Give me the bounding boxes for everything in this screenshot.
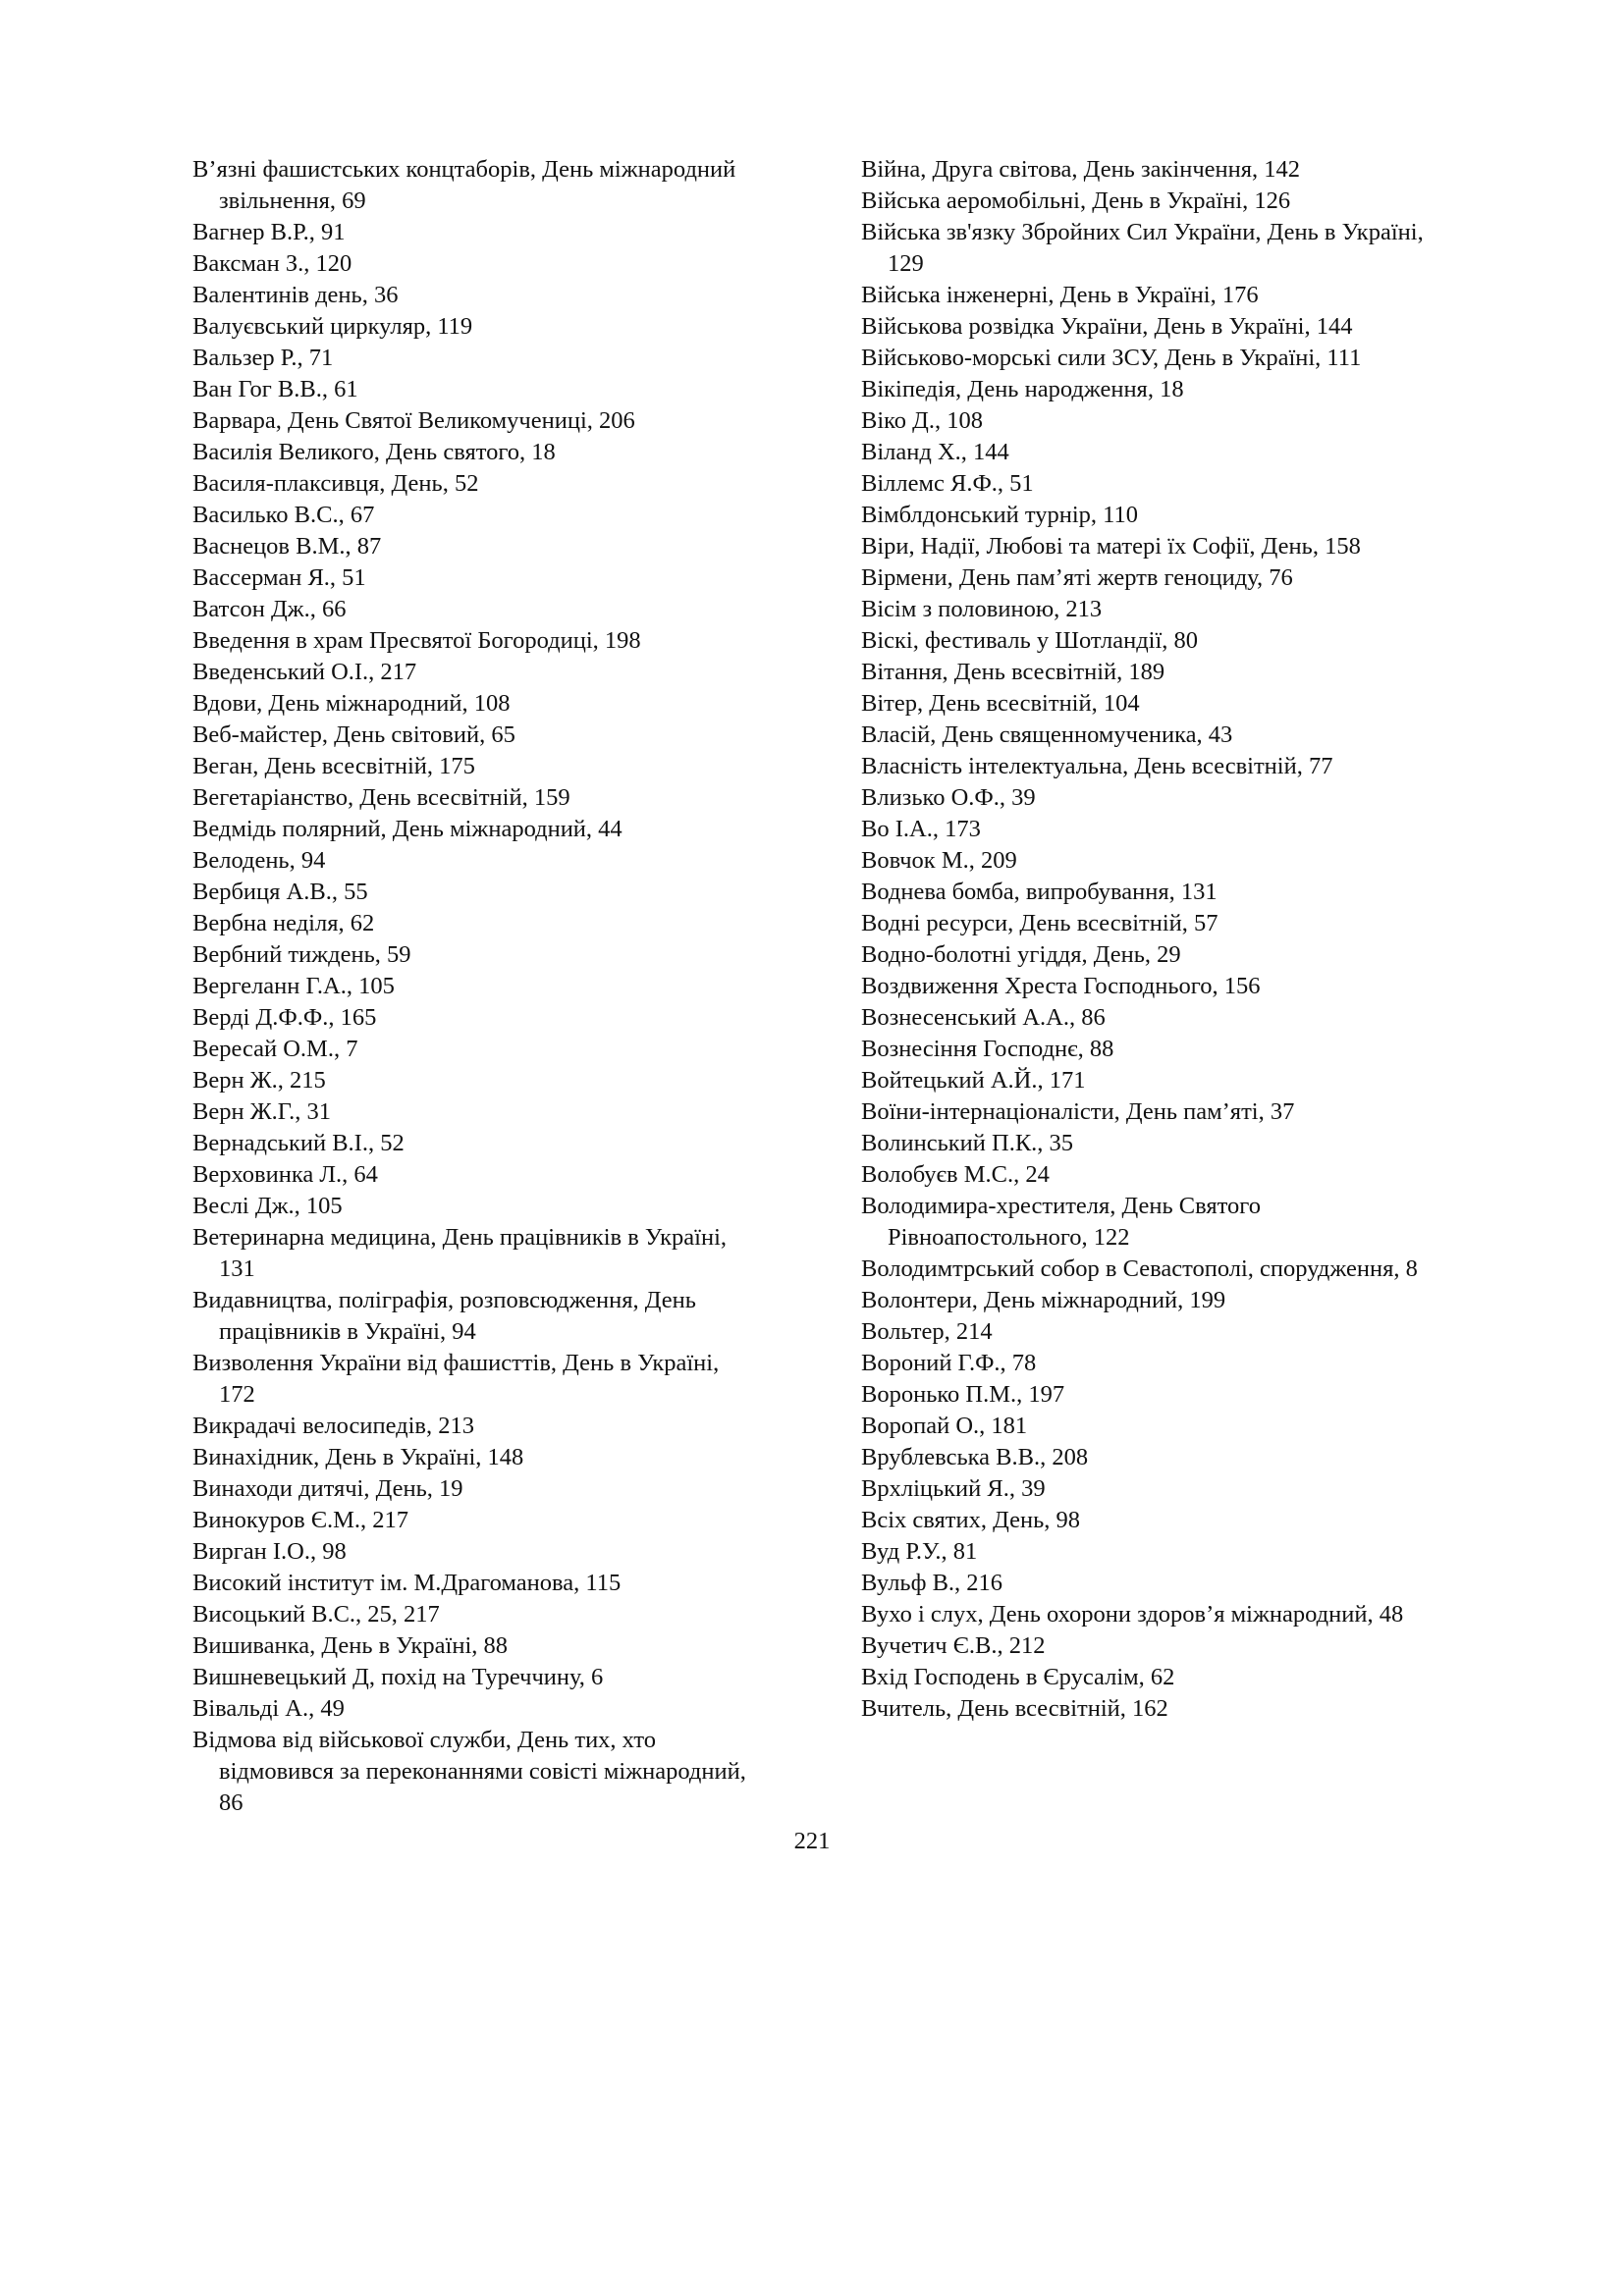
index-entry: Видавництва, поліграфія, розповсюдження, День працівників в Україні, 94	[192, 1287, 696, 1345]
index-entry: Вольтер, 214	[861, 1318, 993, 1345]
index-entry: Володимира-хрестителя, День Святого Рівноапостольного, 122	[861, 1193, 1261, 1251]
index-entry: Всіх святих, День, 98	[861, 1507, 1081, 1533]
index-entry: Введенський О.І., 217	[192, 659, 417, 685]
index-entry: Військова розвідка України, День в Україні, 144	[861, 313, 1353, 340]
index-entry: Вересай О.М., 7	[192, 1036, 358, 1062]
index-entry: Власність інтелектуальна, День всесвітній, 77	[861, 753, 1333, 779]
index-entry: Верн Ж., 215	[192, 1067, 326, 1094]
index-entry: Війська інженерні, День в Україні, 176	[861, 282, 1259, 308]
index-entry: Водні ресурси, День всесвітній, 57	[861, 910, 1218, 936]
index-entry: Вівальді А., 49	[192, 1695, 345, 1722]
index-entry: Вуд Р.У., 81	[861, 1538, 978, 1565]
index-column-left	[192, 154, 752, 1819]
index-entry: Відмова від військової служби, День тих, хто відмовився за переконаннями совісті міжнародний, 86	[192, 1727, 746, 1816]
index-entry: Воздвиження Хреста Господнього, 156	[861, 973, 1261, 999]
index-entry: В’язні фашистських концтаборів, День міжнародний звільнення, 69	[192, 156, 736, 214]
index-entry: Віко Д., 108	[861, 407, 984, 434]
index-entry: Вдови, День міжнародний, 108	[192, 690, 511, 717]
index-entry: Воднева бомба, випробування, 131	[861, 879, 1218, 905]
index-entry: Водно-болотні угіддя, День, 29	[861, 941, 1181, 968]
index-entry: Вчитель, День всесвітній, 162	[861, 1695, 1168, 1722]
index-entry: Віскі, фестиваль у Шотландії, 80	[861, 627, 1199, 654]
index-entry: Во І.А., 173	[861, 816, 981, 842]
index-entry: Винокуров Є.М., 217	[192, 1507, 409, 1533]
index-entry: Волобуєв М.С., 24	[861, 1161, 1050, 1188]
index-entry: Василя-плаксивця, День, 52	[192, 470, 479, 497]
index-entry: Володимтрський собор в Севастополі, спорудження, 8	[861, 1255, 1418, 1282]
index-entry: Воїни-інтернаціоналісти, День пам’яті, 37	[861, 1098, 1295, 1125]
index-entry: Вассерман Я., 51	[192, 564, 366, 591]
index-entry: Війна, Друга світова, День закінчення, 142	[861, 156, 1301, 183]
index-entry: Вергеланн Г.А., 105	[192, 973, 395, 999]
index-entry: Винахідник, День в Україні, 148	[192, 1444, 524, 1470]
index-entry: Війська зв'язку Збройних Сил України, День в Україні, 129	[861, 219, 1424, 277]
index-entry: Вірмени, День пам’яті жертв геноциду, 76	[861, 564, 1293, 591]
index-entry: Влизько О.Ф., 39	[861, 784, 1036, 811]
index-entry: Висоцький В.С., 25, 217	[192, 1601, 440, 1628]
index-entry: Вовчок М., 209	[861, 847, 1017, 874]
index-entry: Василія Великого, День святого, 18	[192, 439, 556, 465]
index-entry: Вербиця А.В., 55	[192, 879, 368, 905]
index-entry: Вербна неділя, 62	[192, 910, 375, 936]
index-entry: Войтецький А.Й., 171	[861, 1067, 1086, 1094]
index-entry: Віллемс Я.Ф., 51	[861, 470, 1034, 497]
index-entry: Верді Д.Ф.Ф., 165	[192, 1004, 377, 1031]
index-entry: Вознесенський А.А., 86	[861, 1004, 1106, 1031]
index-entry: Волонтери, День міжнародний, 199	[861, 1287, 1226, 1313]
index-entry: Ветеринарна медицина, День працівників в Україні, 131	[192, 1224, 728, 1282]
index-entry: Вороний Г.Ф., 78	[861, 1350, 1037, 1376]
index-entry: Віланд Х., 144	[861, 439, 1009, 465]
index-entry: Визволення України від фашисттів, День в Україні, 172	[192, 1350, 720, 1408]
index-entry: Вісім з половиною, 213	[861, 596, 1103, 622]
index-entry: Верховинка Л., 64	[192, 1161, 378, 1188]
index-entry: Вегетаріанство, День всесвітній, 159	[192, 784, 570, 811]
index-entry: Воропай О., 181	[861, 1413, 1028, 1439]
index-entry: Вознесіння Господнє, 88	[861, 1036, 1114, 1062]
index-entry: Воронько П.М., 197	[861, 1381, 1065, 1408]
index-entry: Вікіпедія, День народження, 18	[861, 376, 1184, 402]
index-entry: Вернадський В.І., 52	[192, 1130, 405, 1156]
index-entry: Вальзер Р., 71	[192, 345, 334, 371]
index-entry: Ведмідь полярний, День міжнародний, 44	[192, 816, 623, 842]
index-entry: Ваксман З., 120	[192, 250, 352, 277]
index-entry: Врхліцький Я., 39	[861, 1475, 1046, 1502]
index-entry: Війська аеромобільні, День в Україні, 126	[861, 187, 1291, 214]
index-entry: Військово-морські сили ЗСУ, День в Україні, 111	[861, 345, 1362, 371]
index-entry: Валуєвський циркуляр, 119	[192, 313, 473, 340]
index-entry: Високий інститут ім. М.Драгоманова, 115	[192, 1570, 622, 1596]
index-column-right	[861, 154, 1460, 1725]
index-entry: Вімблдонський турнір, 110	[861, 502, 1139, 528]
index-entry: Врублевська В.В., 208	[861, 1444, 1089, 1470]
index-entry: Вишневецький Д, похід на Туреччину, 6	[192, 1664, 604, 1690]
index-entry: Ван Гог В.В., 61	[192, 376, 358, 402]
index-entry: Викрадачі велосипедів, 213	[192, 1413, 474, 1439]
index-entry: Велодень, 94	[192, 847, 326, 874]
index-entry: Веб-майстер, День світовий, 65	[192, 721, 515, 748]
index-entry: Вагнер В.Р., 91	[192, 219, 346, 245]
index-entry: Верн Ж.Г., 31	[192, 1098, 332, 1125]
index-entry: Вульф В., 216	[861, 1570, 1003, 1596]
index-entry: Волинський П.К., 35	[861, 1130, 1074, 1156]
index-entry: Васнецов В.М., 87	[192, 533, 382, 560]
index-entry: Віри, Надії, Любові та матері їх Софії, День, 158	[861, 533, 1361, 560]
index-entry: Веган, День всесвітній, 175	[192, 753, 475, 779]
index-entry: Вучетич Є.В., 212	[861, 1632, 1046, 1659]
index-entry: Вербний тиждень, 59	[192, 941, 411, 968]
index-entry: Варвара, День Святої Великомучениці, 206	[192, 407, 635, 434]
index-entry: Веслі Дж., 105	[192, 1193, 343, 1219]
index-entry: Вишиванка, День в Україні, 88	[192, 1632, 509, 1659]
index-entry: Василько В.С., 67	[192, 502, 375, 528]
index-entry: Власій, День священномученика, 43	[861, 721, 1233, 748]
index-entry: Вітання, День всесвітній, 189	[861, 659, 1165, 685]
index-entry: Вухо і слух, День охорони здоров’я міжнародний, 48	[861, 1601, 1404, 1628]
index-entry: Вирган І.О., 98	[192, 1538, 347, 1565]
index-entry: Винаходи дитячі, День, 19	[192, 1475, 463, 1502]
index-entry: Вітер, День всесвітній, 104	[861, 690, 1140, 717]
index-entry: Валентинів день, 36	[192, 282, 399, 308]
index-entry: Ватсон Дж., 66	[192, 596, 347, 622]
index-entry: Введення в храм Пресвятої Богородиці, 198	[192, 627, 641, 654]
index-entry: Вхід Господень в Єрусалім, 62	[861, 1664, 1175, 1690]
page-number: 221	[793, 1828, 831, 1854]
